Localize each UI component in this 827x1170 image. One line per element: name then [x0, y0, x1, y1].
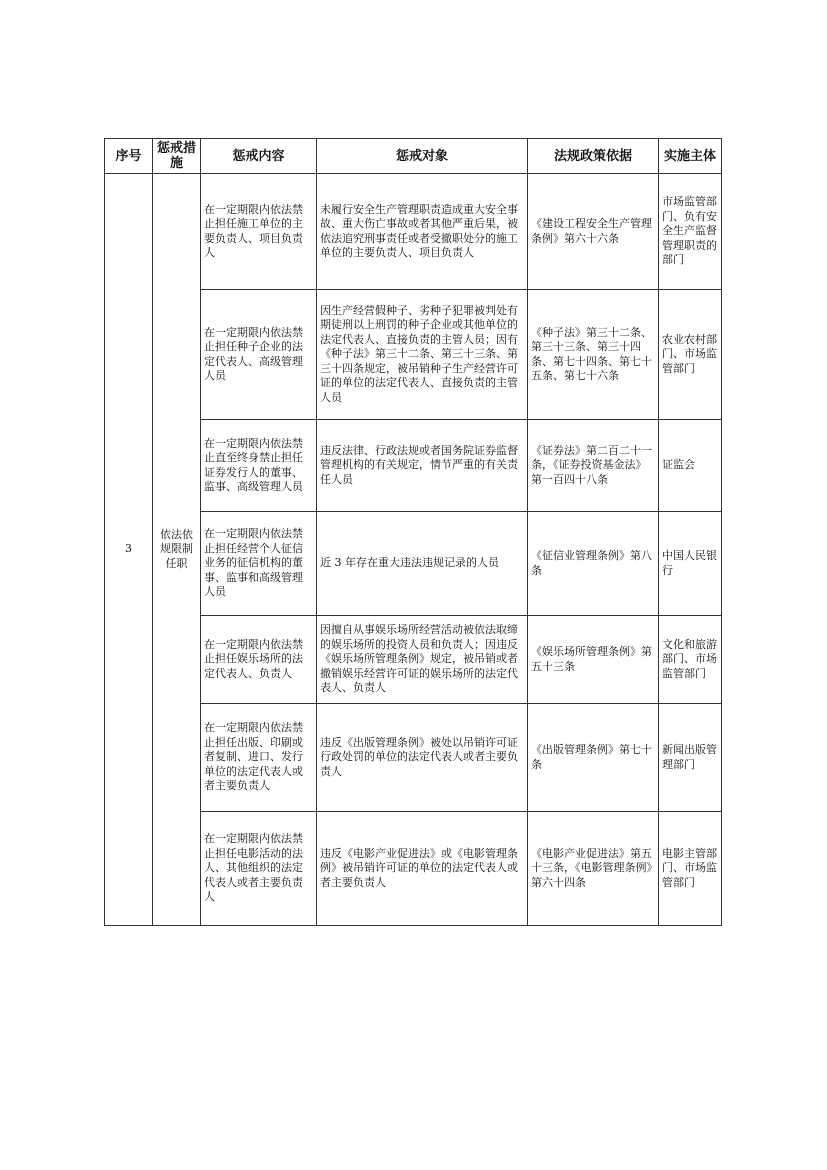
header-target: 惩戒对象: [317, 139, 528, 174]
row-target-text: 未履行安全生产管理职责造成重大安全事故、重大伤亡事故或者其他严重后果，被依法追究刑事责任或者受撤职处分的施工单位的主要负责人、项目负责人: [320, 202, 518, 259]
header-measure: 惩戒措施: [153, 139, 201, 174]
row-basis: [528, 174, 659, 290]
row-basis-text: 《出版管理条例》第七十条: [531, 743, 652, 771]
row-target: [317, 174, 528, 290]
punishment-table: [104, 138, 722, 926]
row-executor: [659, 512, 722, 616]
row-basis: [528, 616, 659, 704]
row-content: [201, 174, 317, 290]
row-executor: [659, 420, 722, 512]
row-content-text: 在一定期限内依法禁止担任娱乐场所的法定代表人、负责人: [204, 637, 303, 680]
row-content: [201, 290, 317, 420]
table-row: [105, 174, 722, 290]
row-target-text: 违反《出版管理条例》被处以吊销许可证行政处罚的单位的法定代表人或者主要负责人: [320, 735, 518, 778]
row-executor: [659, 174, 722, 290]
row-content-text: 在一定期限内依法禁止担任经营个人征信业务的征信机构的董事、监事和高级管理人员: [204, 527, 303, 599]
header-basis: 法规政策依据: [528, 139, 659, 174]
row-target-text: 因擅自从事娱乐场所经营活动被依法取缔的娱乐场所的投资人员和负责人；因违反《娱乐场所管理条例》规定，被吊销或者撤销娱乐经营许可证的娱乐场所的法定代表人、负责人: [320, 623, 518, 695]
group-seq: 3: [105, 174, 153, 926]
row-executor-text: 农业农村部门、市场监管部门: [662, 332, 717, 375]
row-basis-text: 《电影产业促进法》第五十三条，《电影管理条例》第六十四条: [531, 846, 652, 889]
row-executor-text: 市场监管部门、负有安全生产监督管理职责的部门: [662, 195, 717, 267]
row-basis: [528, 812, 659, 926]
row-content-text: 在一定期限内依法禁止担任种子企业的法定代表人、高级管理人员: [204, 325, 303, 382]
group-measure: [153, 174, 201, 926]
row-executor-text: 新闻出版管理部门: [662, 743, 717, 771]
row-executor: [659, 812, 722, 926]
table-header-row: [105, 139, 722, 174]
row-executor-text: 文化和旅游部门、市场监管部门: [662, 637, 717, 680]
row-content: [201, 616, 317, 704]
row-basis: [528, 420, 659, 512]
row-target: [317, 290, 528, 420]
header-seq: 序号: [105, 139, 153, 174]
row-target-text: 违反《电影产业促进法》或《电影管理条例》被吊销许可证的单位的法定代表人或者主要负责人: [320, 846, 518, 889]
row-content-text: 在一定期限内依法禁止担任施工单位的主要负责人、项目负责人: [204, 202, 303, 259]
row-executor: [659, 704, 722, 812]
row-executor-text: 证监会: [662, 458, 695, 472]
row-executor-text: 电影主管部门、市场监管部门: [662, 846, 717, 889]
row-content: [201, 512, 317, 616]
row-executor: [659, 290, 722, 420]
row-target: [317, 420, 528, 512]
row-content: [201, 812, 317, 926]
row-target: [317, 512, 528, 616]
row-basis-text: 《征信业管理条例》第八条: [531, 549, 652, 577]
row-target: [317, 812, 528, 926]
row-executor: [659, 616, 722, 704]
row-basis: [528, 290, 659, 420]
row-target: [317, 616, 528, 704]
row-basis-text: 《证券法》第二百二十一条，《证券投资基金法》第一百四十八条: [531, 443, 652, 486]
row-target-text: 因生产经营假种子、劣种子犯罪被判处有期徒刑以上刑罚的种子企业或其他单位的法定代表人、直接负责的主管人员；因有《种子法》第三十二条、第三十三条、第三十四条规定，被吊销种子生产经营许可证的单位的法定代表人、直接负责的主管人员: [320, 303, 518, 404]
row-content: [201, 420, 317, 512]
row-content: [201, 704, 317, 812]
row-basis: [528, 704, 659, 812]
header-executor: 实施主体: [659, 139, 722, 174]
row-basis: [528, 512, 659, 616]
row-content-text: 在一定期限内依法禁止直至终身禁止担任证券发行人的董事、监事、高级管理人员: [204, 436, 303, 493]
header-content: 惩戒内容: [201, 139, 317, 174]
row-target-text: 近 3 年存在重大违法违规记录的人员: [320, 556, 499, 570]
row-basis-text: 《娱乐场所管理条例》第五十三条: [531, 645, 652, 673]
row-executor-text: 中国人民银行: [662, 549, 717, 577]
group-measure-text: 依法依规限制任职: [160, 527, 193, 570]
row-basis-text: 《种子法》第三十二条、第三十三条、第三十四条、第七十四条、第七十五条、第七十六条: [531, 325, 652, 382]
row-target-text: 违反法律、行政法规或者国务院证券监督管理机构的有关规定，情节严重的有关责任人员: [320, 443, 518, 486]
row-basis-text: 《建设工程安全生产管理条例》第六十六条: [531, 217, 652, 245]
row-target: [317, 704, 528, 812]
row-content-text: 在一定期限内依法禁止担任电影活动的法人、其他组织的法定代表人或者主要负责人: [204, 832, 303, 904]
row-content-text: 在一定期限内依法禁止担任出版、印刷或者复制、进口、发行单位的法定代表人或者主要负责人: [204, 721, 303, 793]
